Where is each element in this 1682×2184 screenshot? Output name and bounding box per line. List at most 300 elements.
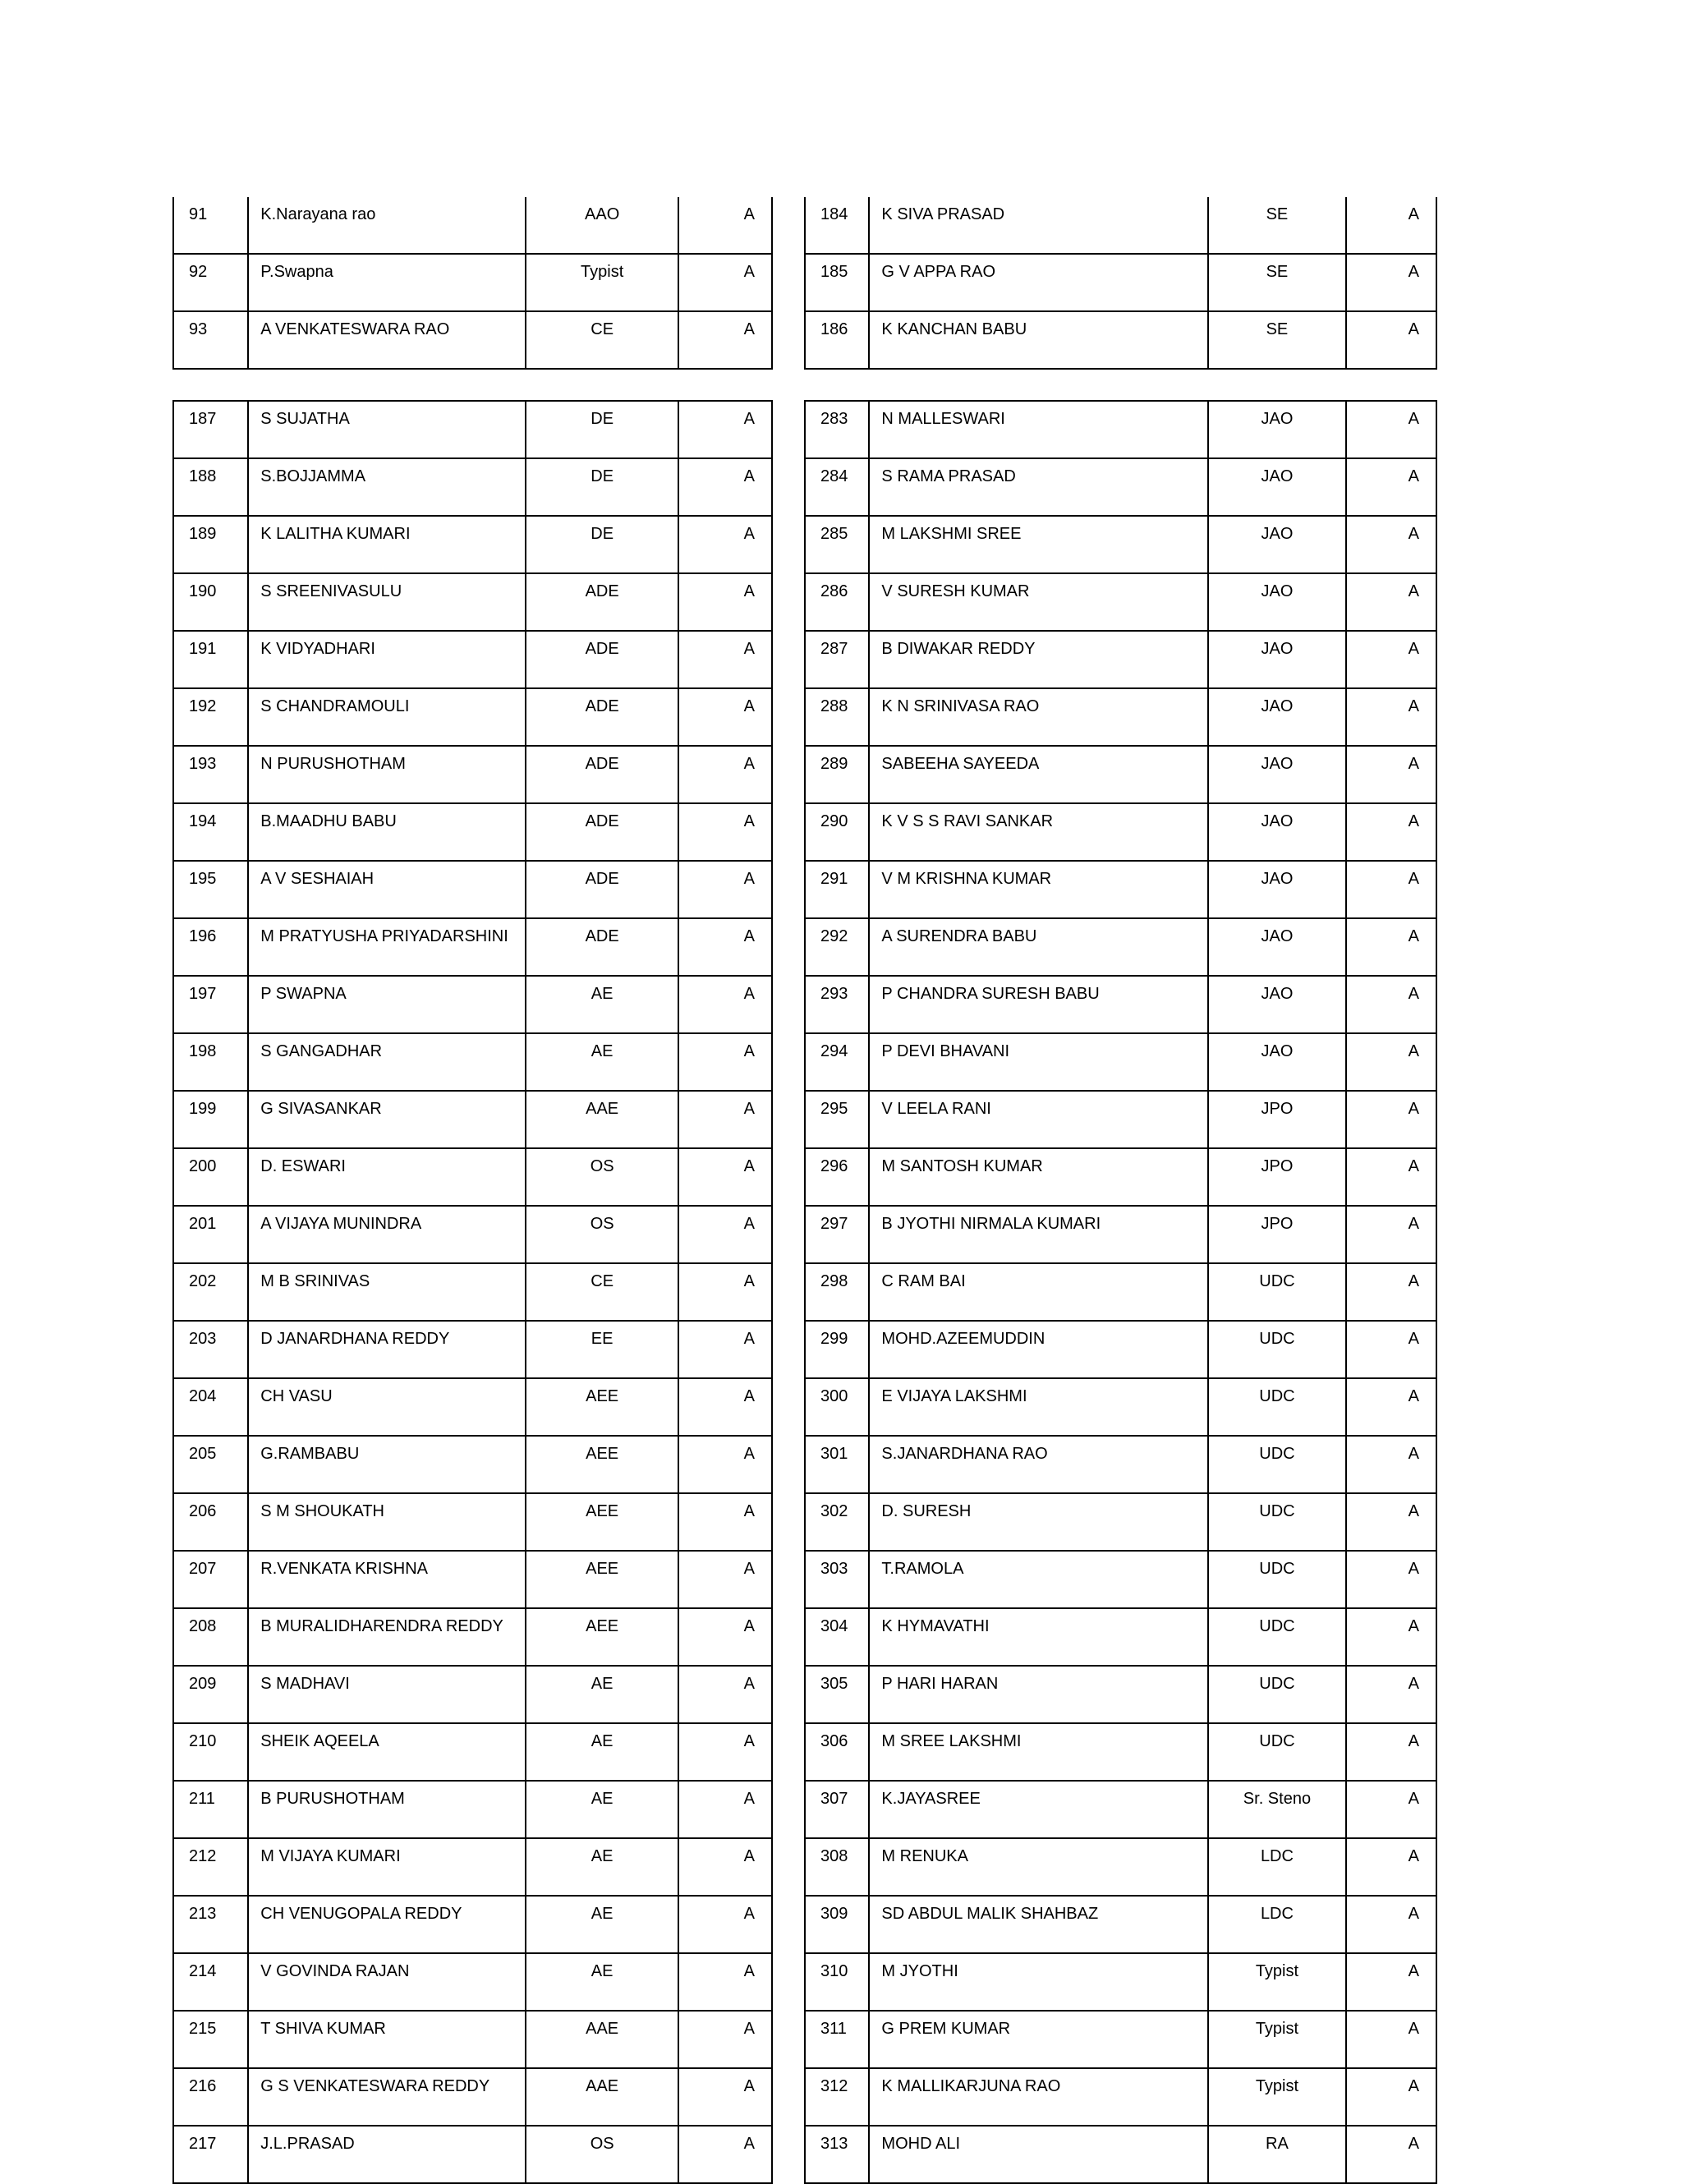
grade-cell: A xyxy=(1346,2068,1436,2126)
table-body xyxy=(173,401,772,2183)
designation-cell: AE xyxy=(526,1781,679,1838)
employee-name-cell: G SIVASANKAR xyxy=(248,1091,526,1148)
employee-name-cell: T SHIVA KUMAR xyxy=(248,2011,526,2068)
designation-cell: UDC xyxy=(1208,1551,1346,1608)
grade-cell: A xyxy=(678,1838,772,1896)
grade-cell: A xyxy=(1346,1838,1436,1896)
employee-name-cell: D. SURESH xyxy=(869,1493,1208,1551)
serial-number-cell: 186 xyxy=(805,311,869,369)
grade-cell: A xyxy=(1346,1091,1436,1148)
table-row xyxy=(173,1608,772,1666)
designation-cell: OS xyxy=(526,1206,679,1263)
serial-number-cell: 195 xyxy=(173,861,248,918)
grade-cell: A xyxy=(678,1493,772,1551)
table-row xyxy=(805,1436,1436,1493)
employee-name-cell: T.RAMOLA xyxy=(869,1551,1208,1608)
serial-number-cell: 301 xyxy=(805,1436,869,1493)
employee-name-cell: P HARI HARAN xyxy=(869,1666,1208,1723)
staff-table-left-main xyxy=(172,400,773,2184)
employee-name-cell: M VIJAYA KUMARI xyxy=(248,1838,526,1896)
grade-cell: A xyxy=(678,688,772,746)
designation-cell: UDC xyxy=(1208,1723,1346,1781)
designation-cell: OS xyxy=(526,2126,679,2183)
designation-cell: ADE xyxy=(526,861,679,918)
serial-number-cell: 310 xyxy=(805,1953,869,2011)
grade-cell: A xyxy=(1346,918,1436,976)
table-row xyxy=(173,1033,772,1091)
designation-cell: AE xyxy=(526,1838,679,1896)
serial-number-cell: 292 xyxy=(805,918,869,976)
table-row xyxy=(805,1666,1436,1723)
employee-name-cell: S.JANARDHANA RAO xyxy=(869,1436,1208,1493)
grade-cell: A xyxy=(1346,1206,1436,1263)
designation-cell: SE xyxy=(1208,311,1346,369)
grade-cell: A xyxy=(678,1148,772,1206)
designation-cell: EE xyxy=(526,1321,679,1378)
grade-cell: A xyxy=(678,631,772,688)
employee-name-cell: B PURUSHOTHAM xyxy=(248,1781,526,1838)
serial-number-cell: 298 xyxy=(805,1263,869,1321)
serial-number-cell: 189 xyxy=(173,516,248,573)
table-row xyxy=(805,516,1436,573)
serial-number-cell: 92 xyxy=(173,254,248,311)
grade-cell: A xyxy=(1346,1723,1436,1781)
staff-table-right-top xyxy=(804,197,1437,370)
employee-name-cell: P SWAPNA xyxy=(248,976,526,1033)
table-row xyxy=(805,1378,1436,1436)
table-row xyxy=(805,803,1436,861)
serial-number-cell: 211 xyxy=(173,1781,248,1838)
serial-number-cell: 303 xyxy=(805,1551,869,1608)
designation-cell: ADE xyxy=(526,803,679,861)
employee-name-cell: P.Swapna xyxy=(248,254,526,311)
designation-cell: Typist xyxy=(1208,1953,1346,2011)
employee-name-cell: K MALLIKARJUNA RAO xyxy=(869,2068,1208,2126)
designation-cell: DE xyxy=(526,401,679,458)
table-row xyxy=(173,1378,772,1436)
table-row xyxy=(173,254,772,311)
designation-cell: AE xyxy=(526,976,679,1033)
designation-cell: AEE xyxy=(526,1493,679,1551)
serial-number-cell: 93 xyxy=(173,311,248,369)
employee-name-cell: K.Narayana rao xyxy=(248,197,526,254)
serial-number-cell: 285 xyxy=(805,516,869,573)
table-row xyxy=(173,1723,772,1781)
table-row xyxy=(173,2126,772,2183)
grade-cell: A xyxy=(678,1781,772,1838)
designation-cell: AE xyxy=(526,1033,679,1091)
designation-cell: LDC xyxy=(1208,1838,1346,1896)
table-row xyxy=(173,1091,772,1148)
serial-number-cell: 214 xyxy=(173,1953,248,2011)
designation-cell: JAO xyxy=(1208,458,1346,516)
grade-cell: A xyxy=(1346,1781,1436,1838)
grade-cell: A xyxy=(1346,1321,1436,1378)
grade-cell: A xyxy=(678,1608,772,1666)
employee-name-cell: M B SRINIVAS xyxy=(248,1263,526,1321)
employee-name-cell: C RAM BAI xyxy=(869,1263,1208,1321)
designation-cell: UDC xyxy=(1208,1378,1346,1436)
employee-name-cell: SHEIK AQEELA xyxy=(248,1723,526,1781)
employee-name-cell: J.L.PRASAD xyxy=(248,2126,526,2183)
serial-number-cell: 295 xyxy=(805,1091,869,1148)
grade-cell: A xyxy=(678,976,772,1033)
serial-number-cell: 197 xyxy=(173,976,248,1033)
grade-cell: A xyxy=(1346,1378,1436,1436)
designation-cell: JPO xyxy=(1208,1091,1346,1148)
table-row xyxy=(173,803,772,861)
serial-number-cell: 296 xyxy=(805,1148,869,1206)
table-row xyxy=(805,401,1436,458)
grade-cell: A xyxy=(678,918,772,976)
table-row xyxy=(173,197,772,254)
serial-number-cell: 208 xyxy=(173,1608,248,1666)
employee-name-cell: S MADHAVI xyxy=(248,1666,526,1723)
table-row xyxy=(173,311,772,369)
designation-cell: CE xyxy=(526,1263,679,1321)
grade-cell: A xyxy=(678,1551,772,1608)
table-row xyxy=(173,688,772,746)
designation-cell: UDC xyxy=(1208,1263,1346,1321)
table-row xyxy=(173,458,772,516)
grade-cell: A xyxy=(678,1723,772,1781)
designation-cell: UDC xyxy=(1208,1666,1346,1723)
grade-cell: A xyxy=(1346,1551,1436,1608)
designation-cell: JAO xyxy=(1208,1033,1346,1091)
designation-cell: ADE xyxy=(526,631,679,688)
employee-name-cell: M SREE LAKSHMI xyxy=(869,1723,1208,1781)
table-row xyxy=(805,1091,1436,1148)
designation-cell: JAO xyxy=(1208,976,1346,1033)
designation-cell: ADE xyxy=(526,746,679,803)
table-row xyxy=(173,1436,772,1493)
table-row xyxy=(173,1838,772,1896)
table-row xyxy=(173,2068,772,2126)
designation-cell: UDC xyxy=(1208,1493,1346,1551)
employee-name-cell: S RAMA PRASAD xyxy=(869,458,1208,516)
serial-number-cell: 302 xyxy=(805,1493,869,1551)
table-row xyxy=(173,1493,772,1551)
serial-number-cell: 309 xyxy=(805,1896,869,1953)
grade-cell: A xyxy=(1346,1608,1436,1666)
serial-number-cell: 287 xyxy=(805,631,869,688)
grade-cell: A xyxy=(678,311,772,369)
employee-name-cell: S GANGADHAR xyxy=(248,1033,526,1091)
table-row xyxy=(805,746,1436,803)
serial-number-cell: 196 xyxy=(173,918,248,976)
designation-cell: Sr. Steno xyxy=(1208,1781,1346,1838)
employee-name-cell: S.BOJJAMMA xyxy=(248,458,526,516)
employee-name-cell: A V SESHAIAH xyxy=(248,861,526,918)
serial-number-cell: 304 xyxy=(805,1608,869,1666)
table-row xyxy=(173,573,772,631)
grade-cell: A xyxy=(1346,1148,1436,1206)
employee-name-cell: N MALLESWARI xyxy=(869,401,1208,458)
table-row xyxy=(805,861,1436,918)
employee-name-cell: P CHANDRA SURESH BABU xyxy=(869,976,1208,1033)
table-row xyxy=(173,401,772,458)
serial-number-cell: 204 xyxy=(173,1378,248,1436)
employee-name-cell: SABEEHA SAYEEDA xyxy=(869,746,1208,803)
designation-cell: JAO xyxy=(1208,401,1346,458)
serial-number-cell: 286 xyxy=(805,573,869,631)
table-row xyxy=(805,2126,1436,2183)
table-row xyxy=(173,1781,772,1838)
table-row xyxy=(173,2011,772,2068)
designation-cell: JAO xyxy=(1208,573,1346,631)
employee-name-cell: A VIJAYA MUNINDRA xyxy=(248,1206,526,1263)
table-body xyxy=(173,197,772,369)
table-row xyxy=(173,1666,772,1723)
designation-cell: AE xyxy=(526,1666,679,1723)
grade-cell: A xyxy=(678,1263,772,1321)
serial-number-cell: 290 xyxy=(805,803,869,861)
employee-name-cell: B DIWAKAR REDDY xyxy=(869,631,1208,688)
serial-number-cell: 205 xyxy=(173,1436,248,1493)
grade-cell: A xyxy=(1346,1896,1436,1953)
designation-cell: Typist xyxy=(526,254,679,311)
table-body xyxy=(805,401,1436,2183)
designation-cell: AEE xyxy=(526,1378,679,1436)
grade-cell: A xyxy=(678,1206,772,1263)
designation-cell: JAO xyxy=(1208,631,1346,688)
table-row xyxy=(805,1723,1436,1781)
table-row xyxy=(173,1953,772,2011)
designation-cell: AEE xyxy=(526,1551,679,1608)
employee-name-cell: M JYOTHI xyxy=(869,1953,1208,2011)
table-row xyxy=(805,1321,1436,1378)
employee-name-cell: MOHD.AZEEMUDDIN xyxy=(869,1321,1208,1378)
table-row xyxy=(805,1608,1436,1666)
serial-number-cell: 216 xyxy=(173,2068,248,2126)
employee-name-cell: K LALITHA KUMARI xyxy=(248,516,526,573)
designation-cell: JAO xyxy=(1208,688,1346,746)
serial-number-cell: 305 xyxy=(805,1666,869,1723)
employee-name-cell: B.MAADHU BABU xyxy=(248,803,526,861)
serial-number-cell: 307 xyxy=(805,1781,869,1838)
grade-cell: A xyxy=(678,2126,772,2183)
table-body xyxy=(805,197,1436,369)
designation-cell: JAO xyxy=(1208,516,1346,573)
grade-cell: A xyxy=(678,2011,772,2068)
designation-cell: ADE xyxy=(526,688,679,746)
grade-cell: A xyxy=(1346,861,1436,918)
serial-number-cell: 200 xyxy=(173,1148,248,1206)
table-row xyxy=(805,254,1436,311)
serial-number-cell: 207 xyxy=(173,1551,248,1608)
table-row xyxy=(173,516,772,573)
grade-cell: A xyxy=(1346,631,1436,688)
employee-name-cell: G PREM KUMAR xyxy=(869,2011,1208,2068)
designation-cell: Typist xyxy=(1208,2011,1346,2068)
employee-name-cell: SD ABDUL MALIK SHAHBAZ xyxy=(869,1896,1208,1953)
table-row xyxy=(173,1148,772,1206)
serial-number-cell: 284 xyxy=(805,458,869,516)
grade-cell: A xyxy=(1346,688,1436,746)
designation-cell: SE xyxy=(1208,254,1346,311)
grade-cell: A xyxy=(678,1953,772,2011)
grade-cell: A xyxy=(1346,976,1436,1033)
employee-name-cell: K.JAYASREE xyxy=(869,1781,1208,1838)
table-row xyxy=(173,861,772,918)
grade-cell: A xyxy=(1346,1666,1436,1723)
employee-name-cell: G.RAMBABU xyxy=(248,1436,526,1493)
employee-name-cell: G S VENKATESWARA REDDY xyxy=(248,2068,526,2126)
table-row xyxy=(173,918,772,976)
serial-number-cell: 288 xyxy=(805,688,869,746)
table-row xyxy=(173,631,772,688)
grade-cell: A xyxy=(678,401,772,458)
designation-cell: UDC xyxy=(1208,1608,1346,1666)
grade-cell: A xyxy=(678,1321,772,1378)
table-row xyxy=(805,458,1436,516)
serial-number-cell: 194 xyxy=(173,803,248,861)
grade-cell: A xyxy=(1346,803,1436,861)
serial-number-cell: 193 xyxy=(173,746,248,803)
employee-name-cell: V LEELA RANI xyxy=(869,1091,1208,1148)
designation-cell: CE xyxy=(526,311,679,369)
employee-name-cell: D JANARDHANA REDDY xyxy=(248,1321,526,1378)
designation-cell: OS xyxy=(526,1148,679,1206)
designation-cell: JAO xyxy=(1208,918,1346,976)
employee-name-cell: CH VASU xyxy=(248,1378,526,1436)
serial-number-cell: 199 xyxy=(173,1091,248,1148)
grade-cell: A xyxy=(1346,746,1436,803)
table-row xyxy=(173,1551,772,1608)
serial-number-cell: 299 xyxy=(805,1321,869,1378)
table-row xyxy=(173,1263,772,1321)
designation-cell: AE xyxy=(526,1953,679,2011)
table-row xyxy=(805,1551,1436,1608)
employee-name-cell: S SUJATHA xyxy=(248,401,526,458)
serial-number-cell: 209 xyxy=(173,1666,248,1723)
table-row xyxy=(805,1033,1436,1091)
employee-name-cell: S SREENIVASULU xyxy=(248,573,526,631)
serial-number-cell: 312 xyxy=(805,2068,869,2126)
grade-cell: A xyxy=(678,1436,772,1493)
designation-cell: JAO xyxy=(1208,861,1346,918)
grade-cell: A xyxy=(1346,401,1436,458)
serial-number-cell: 185 xyxy=(805,254,869,311)
serial-number-cell: 190 xyxy=(173,573,248,631)
grade-cell: A xyxy=(678,1666,772,1723)
employee-name-cell: P DEVI BHAVANI xyxy=(869,1033,1208,1091)
designation-cell: AAE xyxy=(526,1091,679,1148)
designation-cell: AAE xyxy=(526,2068,679,2126)
table-row xyxy=(805,2068,1436,2126)
employee-name-cell: S CHANDRAMOULI xyxy=(248,688,526,746)
serial-number-cell: 300 xyxy=(805,1378,869,1436)
grade-cell: A xyxy=(678,2068,772,2126)
table-row xyxy=(805,1896,1436,1953)
table-row xyxy=(805,631,1436,688)
employee-name-cell: M SANTOSH KUMAR xyxy=(869,1148,1208,1206)
employee-name-cell: K V S S RAVI SANKAR xyxy=(869,803,1208,861)
serial-number-cell: 311 xyxy=(805,2011,869,2068)
serial-number-cell: 215 xyxy=(173,2011,248,2068)
employee-name-cell: K SIVA PRASAD xyxy=(869,197,1208,254)
table-row xyxy=(805,197,1436,254)
grade-cell: A xyxy=(1346,2011,1436,2068)
serial-number-cell: 188 xyxy=(173,458,248,516)
designation-cell: DE xyxy=(526,516,679,573)
grade-cell: A xyxy=(678,516,772,573)
designation-cell: LDC xyxy=(1208,1896,1346,1953)
employee-name-cell: MOHD ALI xyxy=(869,2126,1208,2183)
serial-number-cell: 213 xyxy=(173,1896,248,1953)
staff-table-left-top xyxy=(172,197,773,370)
designation-cell: SE xyxy=(1208,197,1346,254)
grade-cell: A xyxy=(678,861,772,918)
grade-cell: A xyxy=(1346,573,1436,631)
designation-cell: UDC xyxy=(1208,1321,1346,1378)
designation-cell: AE xyxy=(526,1896,679,1953)
employee-name-cell: CH VENUGOPALA REDDY xyxy=(248,1896,526,1953)
employee-name-cell: V SURESH KUMAR xyxy=(869,573,1208,631)
serial-number-cell: 293 xyxy=(805,976,869,1033)
serial-number-cell: 192 xyxy=(173,688,248,746)
table-row xyxy=(805,688,1436,746)
grade-cell: A xyxy=(678,1378,772,1436)
serial-number-cell: 203 xyxy=(173,1321,248,1378)
table-row xyxy=(805,1781,1436,1838)
table-row xyxy=(805,2011,1436,2068)
grade-cell: A xyxy=(1346,311,1436,369)
designation-cell: AAO xyxy=(526,197,679,254)
serial-number-cell: 308 xyxy=(805,1838,869,1896)
table-row xyxy=(805,1148,1436,1206)
grade-cell: A xyxy=(678,573,772,631)
serial-number-cell: 191 xyxy=(173,631,248,688)
serial-number-cell: 313 xyxy=(805,2126,869,2183)
serial-number-cell: 210 xyxy=(173,1723,248,1781)
table-row xyxy=(805,311,1436,369)
grade-cell: A xyxy=(678,746,772,803)
grade-cell: A xyxy=(1346,458,1436,516)
employee-name-cell: R.VENKATA KRISHNA xyxy=(248,1551,526,1608)
designation-cell: DE xyxy=(526,458,679,516)
employee-name-cell: B JYOTHI NIRMALA KUMARI xyxy=(869,1206,1208,1263)
employee-name-cell: N PURUSHOTHAM xyxy=(248,746,526,803)
serial-number-cell: 212 xyxy=(173,1838,248,1896)
designation-cell: AEE xyxy=(526,1436,679,1493)
table-row xyxy=(805,976,1436,1033)
employee-name-cell: K KANCHAN BABU xyxy=(869,311,1208,369)
table-row xyxy=(173,746,772,803)
grade-cell: A xyxy=(1346,1263,1436,1321)
serial-number-cell: 187 xyxy=(173,401,248,458)
serial-number-cell: 91 xyxy=(173,197,248,254)
table-row xyxy=(173,1206,772,1263)
serial-number-cell: 206 xyxy=(173,1493,248,1551)
grade-cell: A xyxy=(678,197,772,254)
serial-number-cell: 217 xyxy=(173,2126,248,2183)
table-row xyxy=(805,1953,1436,2011)
employee-name-cell: V GOVINDA RAJAN xyxy=(248,1953,526,2011)
designation-cell: JPO xyxy=(1208,1206,1346,1263)
grade-cell: A xyxy=(678,254,772,311)
serial-number-cell: 198 xyxy=(173,1033,248,1091)
serial-number-cell: 306 xyxy=(805,1723,869,1781)
employee-name-cell: M RENUKA xyxy=(869,1838,1208,1896)
serial-number-cell: 294 xyxy=(805,1033,869,1091)
designation-cell: AAE xyxy=(526,2011,679,2068)
designation-cell: ADE xyxy=(526,918,679,976)
grade-cell: A xyxy=(678,1091,772,1148)
grade-cell: A xyxy=(678,1033,772,1091)
staff-table-right-main xyxy=(804,400,1437,2184)
designation-cell: Typist xyxy=(1208,2068,1346,2126)
